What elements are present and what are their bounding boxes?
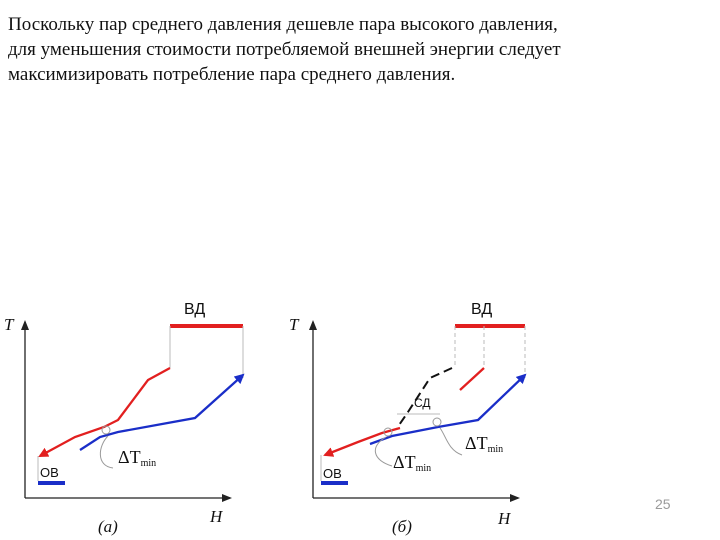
diagram-a-delta-label: ΔTmin — [118, 447, 157, 469]
diagram-b-caption: (б) — [392, 517, 412, 536]
diagram-a-x-label: H — [210, 507, 223, 526]
diagram-b-cold-composite-curve — [370, 375, 525, 444]
paragraph-line-1: Поскольку пар среднего давления дешевле пара высокого давления, — [8, 14, 558, 35]
diagram-b-hot-utility-label: ВД — [471, 301, 493, 318]
diagram-a-hot-utility-label: ВД — [184, 301, 206, 318]
diagram-b-delta-label-2: ΔTmin — [465, 433, 504, 455]
diagram-b-hot-composite-curve — [325, 428, 400, 455]
diagram-b-cold-utility-label: ОВ — [323, 466, 342, 481]
diagram-b-hot-composite-upper — [460, 368, 484, 390]
paragraph-line-2: для уменьшения стоимости потребляемой внешней энергии следует — [8, 39, 561, 60]
diagram-a-y-label: T — [4, 315, 14, 334]
diagram-a-delta-leader — [100, 436, 113, 468]
diagram-b-x-label: H — [498, 509, 511, 528]
paragraph-line-3: максимизировать потребление пара среднего давления. — [8, 64, 456, 85]
diagram-a-hot-composite-curve — [40, 368, 170, 456]
diagram-b-pinch-marker-2 — [433, 418, 441, 426]
diagram-a-caption: (а) — [98, 517, 118, 536]
diagram-b-y-label: T — [289, 315, 299, 334]
diagram-b — [289, 301, 525, 536]
diagram-b-mid-utility-label: СД — [414, 396, 431, 410]
diagram-a — [4, 301, 243, 536]
diagram-a-cold-utility-label: ОВ — [40, 465, 59, 480]
diagram-b-delta-label-1: ΔTmin — [393, 452, 432, 474]
diagram-a-cold-composite-curve — [80, 375, 243, 450]
diagram-b-delta-leader-2 — [440, 428, 462, 455]
page-number: 25 — [655, 496, 671, 512]
